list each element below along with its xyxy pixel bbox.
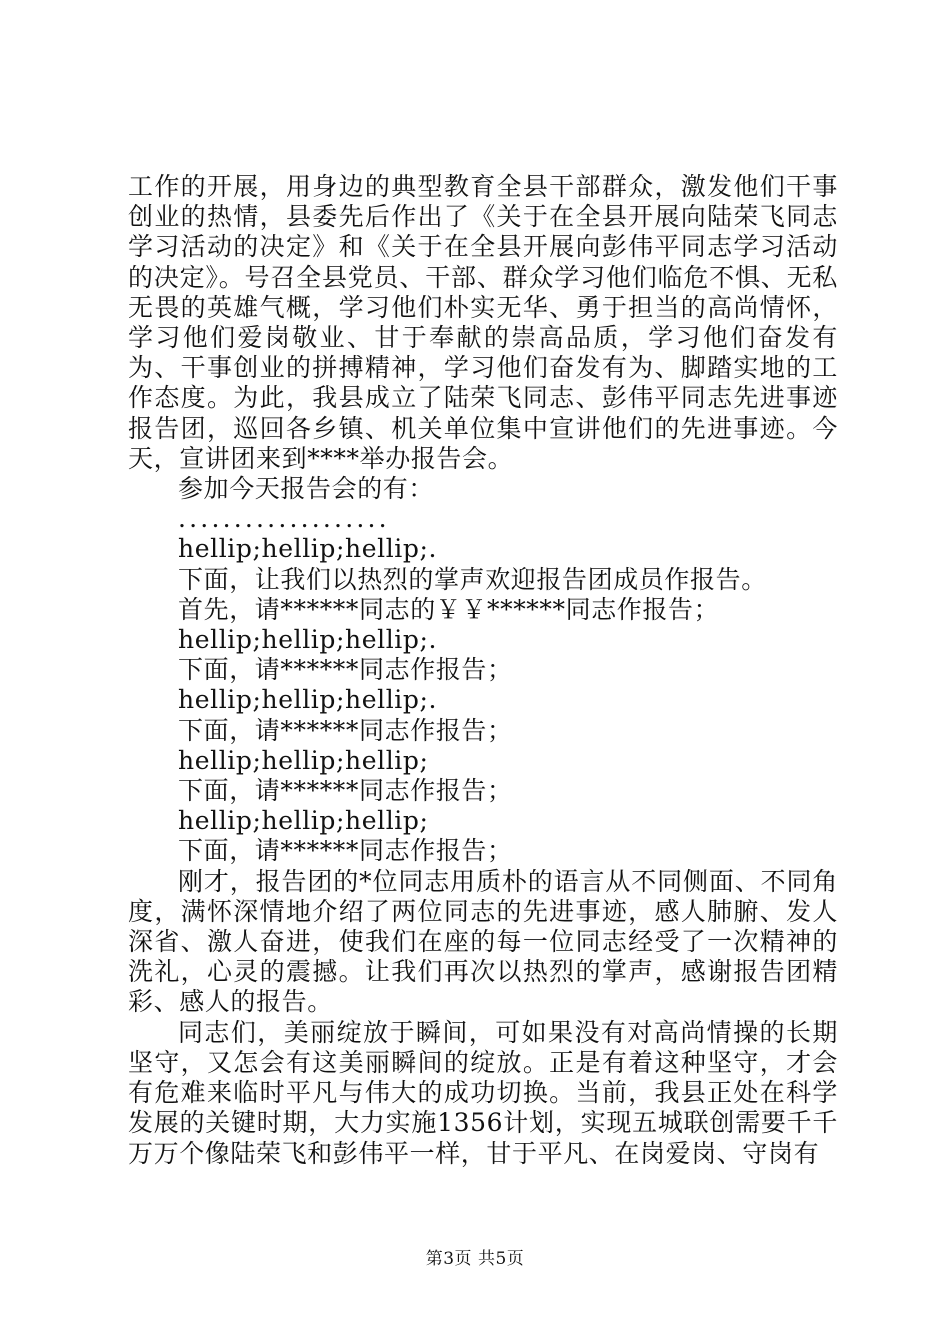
speaker-line-2: 下面，请******同志作报告； [178,655,513,685]
ellipsis-line: hellip;hellip;hellip;. [178,685,438,715]
document-body [128,172,838,1169]
speaker-line-3: 下面，请******同志作报告； [178,715,513,745]
paragraph-intro: 工作的开展，用身边的典型教育全县干部群众，激发他们干事创业的热情，县委先后作出了《关于在全县开展向陆荣飞同志学习活动的决定》和《关于在全县开展向彭伟平同志学习活动的决定》。号召全县党员、干部、群众学习他们临危不惧、无私无畏的英雄气概，学习他们朴实无华、勇于担当的高尚情怀，学习他们爱岗敬业、甘于奉献的崇高品质，学习他们奋发有为、干事创业的拼搏精神，学习他们奋发有为、脚踏实地的工作态度。为此，我县成立了陆荣飞同志、彭伟平同志先进事迹报告团，巡回各乡镇、机关单位集中宣讲他们的先进事迹。今天，宣讲团来到****举办报告会。 [128,172,838,473]
attendees-heading: 参加今天报告会的有： [178,474,435,504]
ellipsis-line: hellip;hellip;hellip;. [178,534,438,564]
ellipsis-line: hellip;hellip;hellip;. [178,625,438,655]
speaker-line-4: 下面，请******同志作报告； [178,776,513,806]
paragraph-summary: 刚才，报告团的*位同志用质朴的语言从不同侧面、不同角度，满怀深情地介绍了两位同志的先进事迹，感人肺腑、发人深省、激人奋进，使我们在座的每一位同志经受了一次精神的洗礼，心灵的震撼。让我们再次以热烈的掌声，感谢报告团精彩、感人的报告。 [128,866,838,1017]
ellipsis-line: hellip;hellip;hellip; [178,745,429,775]
ellipsis-line: hellip;hellip;hellip; [178,806,429,836]
speaker-line-5: 下面，请******同志作报告； [178,836,513,866]
welcome-line: 下面，让我们以热烈的掌声欢迎报告团成员作报告。 [178,564,767,594]
speaker-line-1: 首先，请******同志的￥￥******同志作报告； [178,594,720,624]
page-number-footer: 第3页 共5页 [425,1249,525,1269]
dotted-placeholder: ................... [178,504,390,534]
paragraph-closing: 同志们，美丽绽放于瞬间，可如果没有对高尚情操的长期坚守，又怎会有这美丽瞬间的绽放。正是有着这种坚守，才会有危难来临时平凡与伟大的成功切换。当前，我县正处在科学发展的关键时期，大力实施1356计划，实现五城联创需要千千万万个像陆荣飞和彭伟平一样，甘于平凡、在岗爱岗、守岗有 [128,1017,838,1168]
